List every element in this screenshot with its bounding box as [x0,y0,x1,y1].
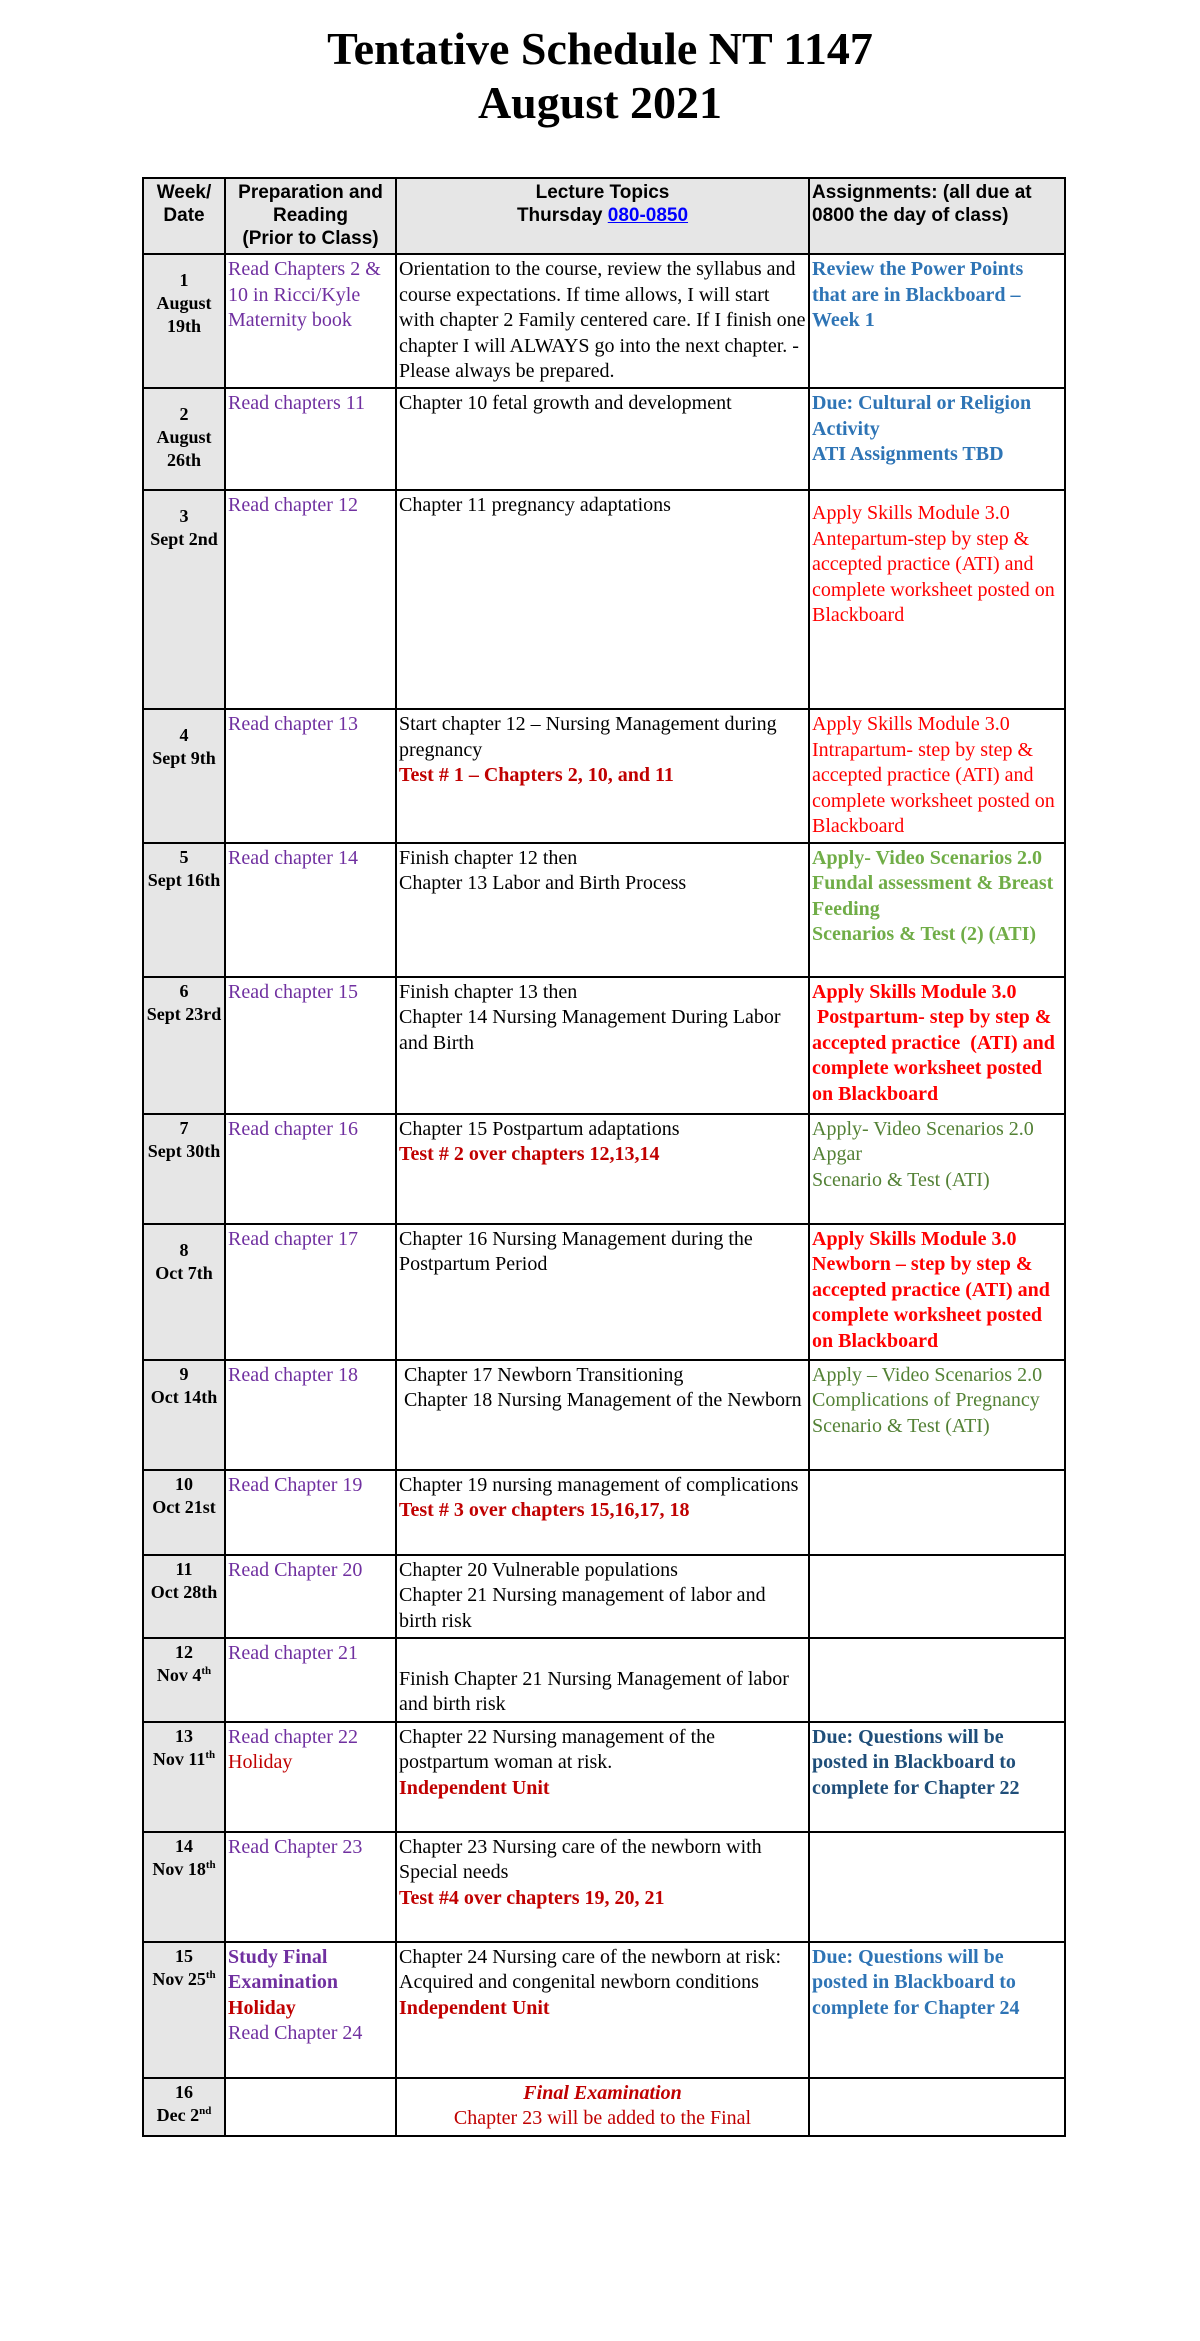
week-date: Nov 4 [156,1664,202,1685]
prep-text: Read chapter 17 [228,1227,358,1250]
lecture-cell [396,1942,809,2078]
lecture-text: Chapter 24 Nursing care of the newborn at risk: Acquired and congenital newborn conditions [399,1945,782,1993]
prep-text: Read Chapter 19 [228,1473,363,1496]
assign-cell [809,1470,1065,1555]
assign-text: Fundal assessment & Breast Feeding [812,872,1054,920]
table-row [143,1360,1065,1470]
table-row [143,254,1065,388]
prep-text: Read chapter 14 [228,846,358,869]
page-title [0,22,1200,130]
week-date: Nov 18 [152,1858,206,1879]
prep-cell [225,1555,396,1638]
lecture-text: Chapter 11 pregnancy adaptations [399,494,671,516]
lecture-cell [396,1360,809,1470]
prep-cell [225,1224,396,1360]
prep-text: Read chapter 16 [228,1117,358,1140]
date-suffix: th [205,1858,216,1871]
week-cell [143,1722,225,1832]
table-row [143,977,1065,1114]
prep-text: Read Chapters 2 & 10 in Ricci/Kyle Maternity book [228,258,381,331]
week-date: Sept 16th [147,869,221,890]
assign-text: Apply- Video Scenarios 2.0 [812,1117,1034,1140]
week-cell [143,1638,225,1722]
prep-cell [225,1638,396,1722]
prep-cell [225,709,396,843]
week-number: 12 [175,1641,193,1662]
prep-cell [225,254,396,388]
week-number: 3 [179,506,189,526]
table-row [143,1114,1065,1224]
week-cell [143,2078,225,2136]
lecture-text: Chapter 10 fetal growth and development [399,392,732,414]
week-number: 2 [179,404,189,424]
prep-cell [225,1360,396,1470]
prep-text: Read chapter 13 [228,713,358,735]
prep-cell [225,1722,396,1832]
week-date: Dec 2 [156,2104,200,2125]
week-date: Sept 9th [152,748,216,768]
independent-unit-label: Independent Unit [399,1776,550,1799]
lecture-text: Chapter 19 nursing management of complications [399,1473,799,1496]
lecture-cell [396,1470,809,1555]
prep-text: Read chapter 21 [228,1641,358,1664]
test-notice: Test #4 over chapters 19, 20, 21 [399,1886,665,1909]
week-cell [143,1942,225,2078]
week-cell [143,388,225,490]
lecture-text: Orientation to the course, review the syllabus and course expectations. If time allows, I will start with chapter 2 Family centered care. If I finish one chapter I will ALWAYS go into the next chapter. - Please always be prepared. [399,258,806,382]
week-date: Oct 14th [150,1386,218,1407]
lecture-cell [396,1638,809,1722]
lecture-cell [396,254,809,388]
week-number: 4 [179,725,189,745]
test-notice: Test # 3 over chapters 15,16,17, 18 [399,1499,690,1521]
lecture-text: Finish Chapter 21 Nursing Management of labor and birth risk [399,1667,789,1715]
week-cell [143,1555,225,1638]
prep-text: Study Final Examination [228,1945,339,1993]
table-row [143,388,1065,490]
week-cell [143,977,225,1114]
prep-cell [225,977,396,1114]
lecture-text: Finish chapter 13 then [399,980,578,1003]
date-suffix: th [205,1748,216,1761]
week-date: August 19th [156,293,212,336]
prep-cell [225,1942,396,2078]
week-number: 6 [179,980,189,1001]
week-number: 16 [175,2081,193,2102]
week-date: Nov 11 [152,1748,206,1769]
title-line-1: Tentative Schedule NT 1147 [327,23,873,74]
assign-text: Due: Questions will be posted in Blackboard to complete for Chapter 22 [812,1725,1020,1799]
week-cell [143,1224,225,1360]
week-date: Sept 30th [147,1140,221,1161]
week-cell [143,843,225,977]
lecture-text: Start chapter 12 – Nursing Management during pregnancy [399,713,777,761]
week-cell [143,254,225,388]
week-date: Nov 25 [152,1968,206,1989]
assign-text: ATI Assignments TBD [812,443,1004,465]
assign-text: Apply Skills Module 3.0 [812,980,1017,1003]
assign-cell [809,1942,1065,2078]
test-notice: Test # 2 over chapters 12,13,14 [399,1143,660,1165]
header-prep [225,178,396,254]
prep-text: Read chapters 11 [228,392,365,414]
header-row [143,178,1065,254]
assign-text: Due: Cultural or Religion Activity [812,392,1032,440]
lecture-cell [396,490,809,709]
test-notice: Test # 1 – Chapters 2, 10, and 11 [399,764,674,786]
assign-text: Due: Questions will be posted in Blackboard to complete for Chapter 24 [812,1945,1020,2019]
week-date: Sept 23rd [146,1003,222,1024]
prep-text: Read chapter 22 [228,1725,358,1748]
assign-cell [809,490,1065,709]
assign-cell [809,2078,1065,2136]
lecture-text: Finish chapter 12 then [399,846,578,869]
lecture-cell [396,2078,809,2136]
lecture-text: Chapter 17 Newborn Transitioning [399,1363,684,1386]
header-lecture-label: Lecture Topics [535,182,670,203]
prep-text: Read chapter 15 [228,980,358,1003]
assign-text: Postpartum- step by step & accepted practice (ATI) and complete worksheet posted on Blackboard [812,1006,1060,1105]
header-lecture-day: Thursday [516,205,608,226]
week-cell [143,1470,225,1555]
lecture-cell [396,1224,809,1360]
table-row [143,1638,1065,1722]
assign-cell [809,254,1065,388]
lecture-text: Chapter 14 Nursing Management During Labor and Birth [399,1006,781,1054]
prep-cell [225,388,396,490]
prep-cell [225,1470,396,1555]
header-week [143,178,225,254]
assign-text: Scenario & Test (ATI) [812,1414,990,1437]
assign-cell [809,977,1065,1114]
title-line-2: August 2021 [477,77,723,128]
prep-text: Read chapter 12 [228,494,358,516]
lecture-text: Chapter 16 Nursing Management during the Postpartum Period [399,1227,753,1275]
week-number: 1 [179,270,189,290]
assign-text: Newborn – step by step & accepted practice (ATI) and complete worksheet posted on Blackboard [812,1253,1050,1352]
assign-text: Scenario & Test (ATI) [812,1168,990,1191]
lecture-text: Chapter 23 Nursing care of the newborn with Special needs [399,1835,762,1883]
assign-cell [809,1114,1065,1224]
header-lecture [396,178,809,254]
table-row [143,709,1065,843]
week-date: Oct 28th [150,1581,218,1602]
assign-cell [809,388,1065,490]
assign-text: Apply Skills Module 3.0 [812,1227,1017,1250]
header-prep-label: Preparation and Reading [238,182,383,226]
prep-cell [225,1114,396,1224]
assign-text: Scenarios & Test (2) (ATI) [812,923,1037,945]
week-number: 9 [179,1363,189,1384]
assign-cell [809,843,1065,977]
final-exam-label: Final Examination [523,2081,682,2104]
table-row [143,1470,1065,1555]
lecture-text: Chapter 23 will be added to the Final [453,2107,752,2129]
week-number: 15 [175,1945,193,1966]
assign-text: Apgar [812,1143,862,1165]
week-number: 13 [175,1725,193,1746]
week-date: August 26th [156,427,212,470]
lecture-cell [396,843,809,977]
prep-cell [225,1832,396,1942]
header-assignments [809,178,1065,254]
lecture-cell [396,1114,809,1224]
prep-cell [225,2078,396,2136]
schedule-table [142,177,1066,2137]
week-number: 7 [179,1117,189,1138]
assign-cell [809,1360,1065,1470]
week-number: 8 [179,1239,189,1260]
assign-cell [809,1555,1065,1638]
date-suffix: th [205,1968,216,1981]
header-week-label: Week/ Date [156,182,212,226]
lecture-text: Chapter 15 Postpartum adaptations [399,1117,680,1140]
lecture-cell [396,1832,809,1942]
prep-text: Read Chapter 24 [228,2022,363,2044]
table-row [143,490,1065,709]
lecture-cell [396,1722,809,1832]
prep-text: Read Chapter 23 [228,1835,363,1858]
week-cell [143,1114,225,1224]
week-number: 14 [175,1835,193,1856]
date-suffix: th [201,1664,212,1677]
assign-cell [809,709,1065,843]
prep-cell [225,843,396,977]
week-number: 5 [179,846,189,867]
lecture-time-link[interactable]: 080-0850 [607,205,689,226]
week-date: Oct 21st [152,1496,216,1517]
assign-cell [809,1224,1065,1360]
header-assignments-label: Assignments: (all due at 0800 the day of class) [812,182,1032,226]
lecture-cell [396,977,809,1114]
table-row [143,1555,1065,1638]
independent-unit-label: Independent Unit [399,1996,550,2019]
holiday-label: Holiday [228,1996,296,2019]
assign-text: Apply – Video Scenarios 2.0 [812,1363,1043,1386]
assign-cell [809,1832,1065,1942]
table-row [143,1224,1065,1360]
week-date: Oct 7th [155,1262,213,1283]
week-cell [143,1360,225,1470]
lecture-cell [396,1555,809,1638]
prep-text: Read Chapter 20 [228,1558,363,1581]
lecture-cell [396,709,809,843]
week-number: 11 [175,1558,193,1579]
date-suffix: nd [199,2104,212,2117]
lecture-text: Chapter 13 Labor and Birth Process [399,872,687,894]
header-prep-sublabel: (Prior to Class) [242,228,379,249]
assign-text: Complications of Pregnancy [812,1389,1040,1411]
week-cell [143,1832,225,1942]
prep-cell [225,490,396,709]
prep-text: Read chapter 18 [228,1363,358,1386]
table-row [143,1722,1065,1832]
week-date: Sept 2nd [150,529,218,549]
assign-cell [809,1638,1065,1722]
table-row [143,2078,1065,2136]
assign-text: Apply Skills Module 3.0 Intrapartum- step by step & accepted practice (ATI) and complete worksheet posted on Blackboard [812,713,1055,837]
week-cell [143,709,225,843]
table-row [143,1942,1065,2078]
lecture-cell [396,388,809,490]
week-number: 10 [175,1473,193,1494]
assign-text: Review the Power Points that are in Blackboard – Week 1 [812,258,1024,331]
week-cell [143,490,225,709]
assign-cell [809,1722,1065,1832]
table-row [143,843,1065,977]
assign-text: Apply- Video Scenarios 2.0 [812,846,1043,869]
lecture-text: Chapter 22 Nursing management of the postpartum woman at risk. [399,1725,716,1773]
assign-text: Apply Skills Module 3.0 Antepartum-step by step & accepted practice (ATI) and complete worksheet posted on Blackboard [812,502,1055,626]
table-row [143,1832,1065,1942]
lecture-text: Chapter 18 Nursing Management of the Newborn [399,1389,802,1411]
lecture-text: Chapter 21 Nursing management of labor and birth risk [399,1584,766,1632]
holiday-label: Holiday [228,1751,293,1773]
lecture-text: Chapter 20 Vulnerable populations [399,1558,678,1581]
